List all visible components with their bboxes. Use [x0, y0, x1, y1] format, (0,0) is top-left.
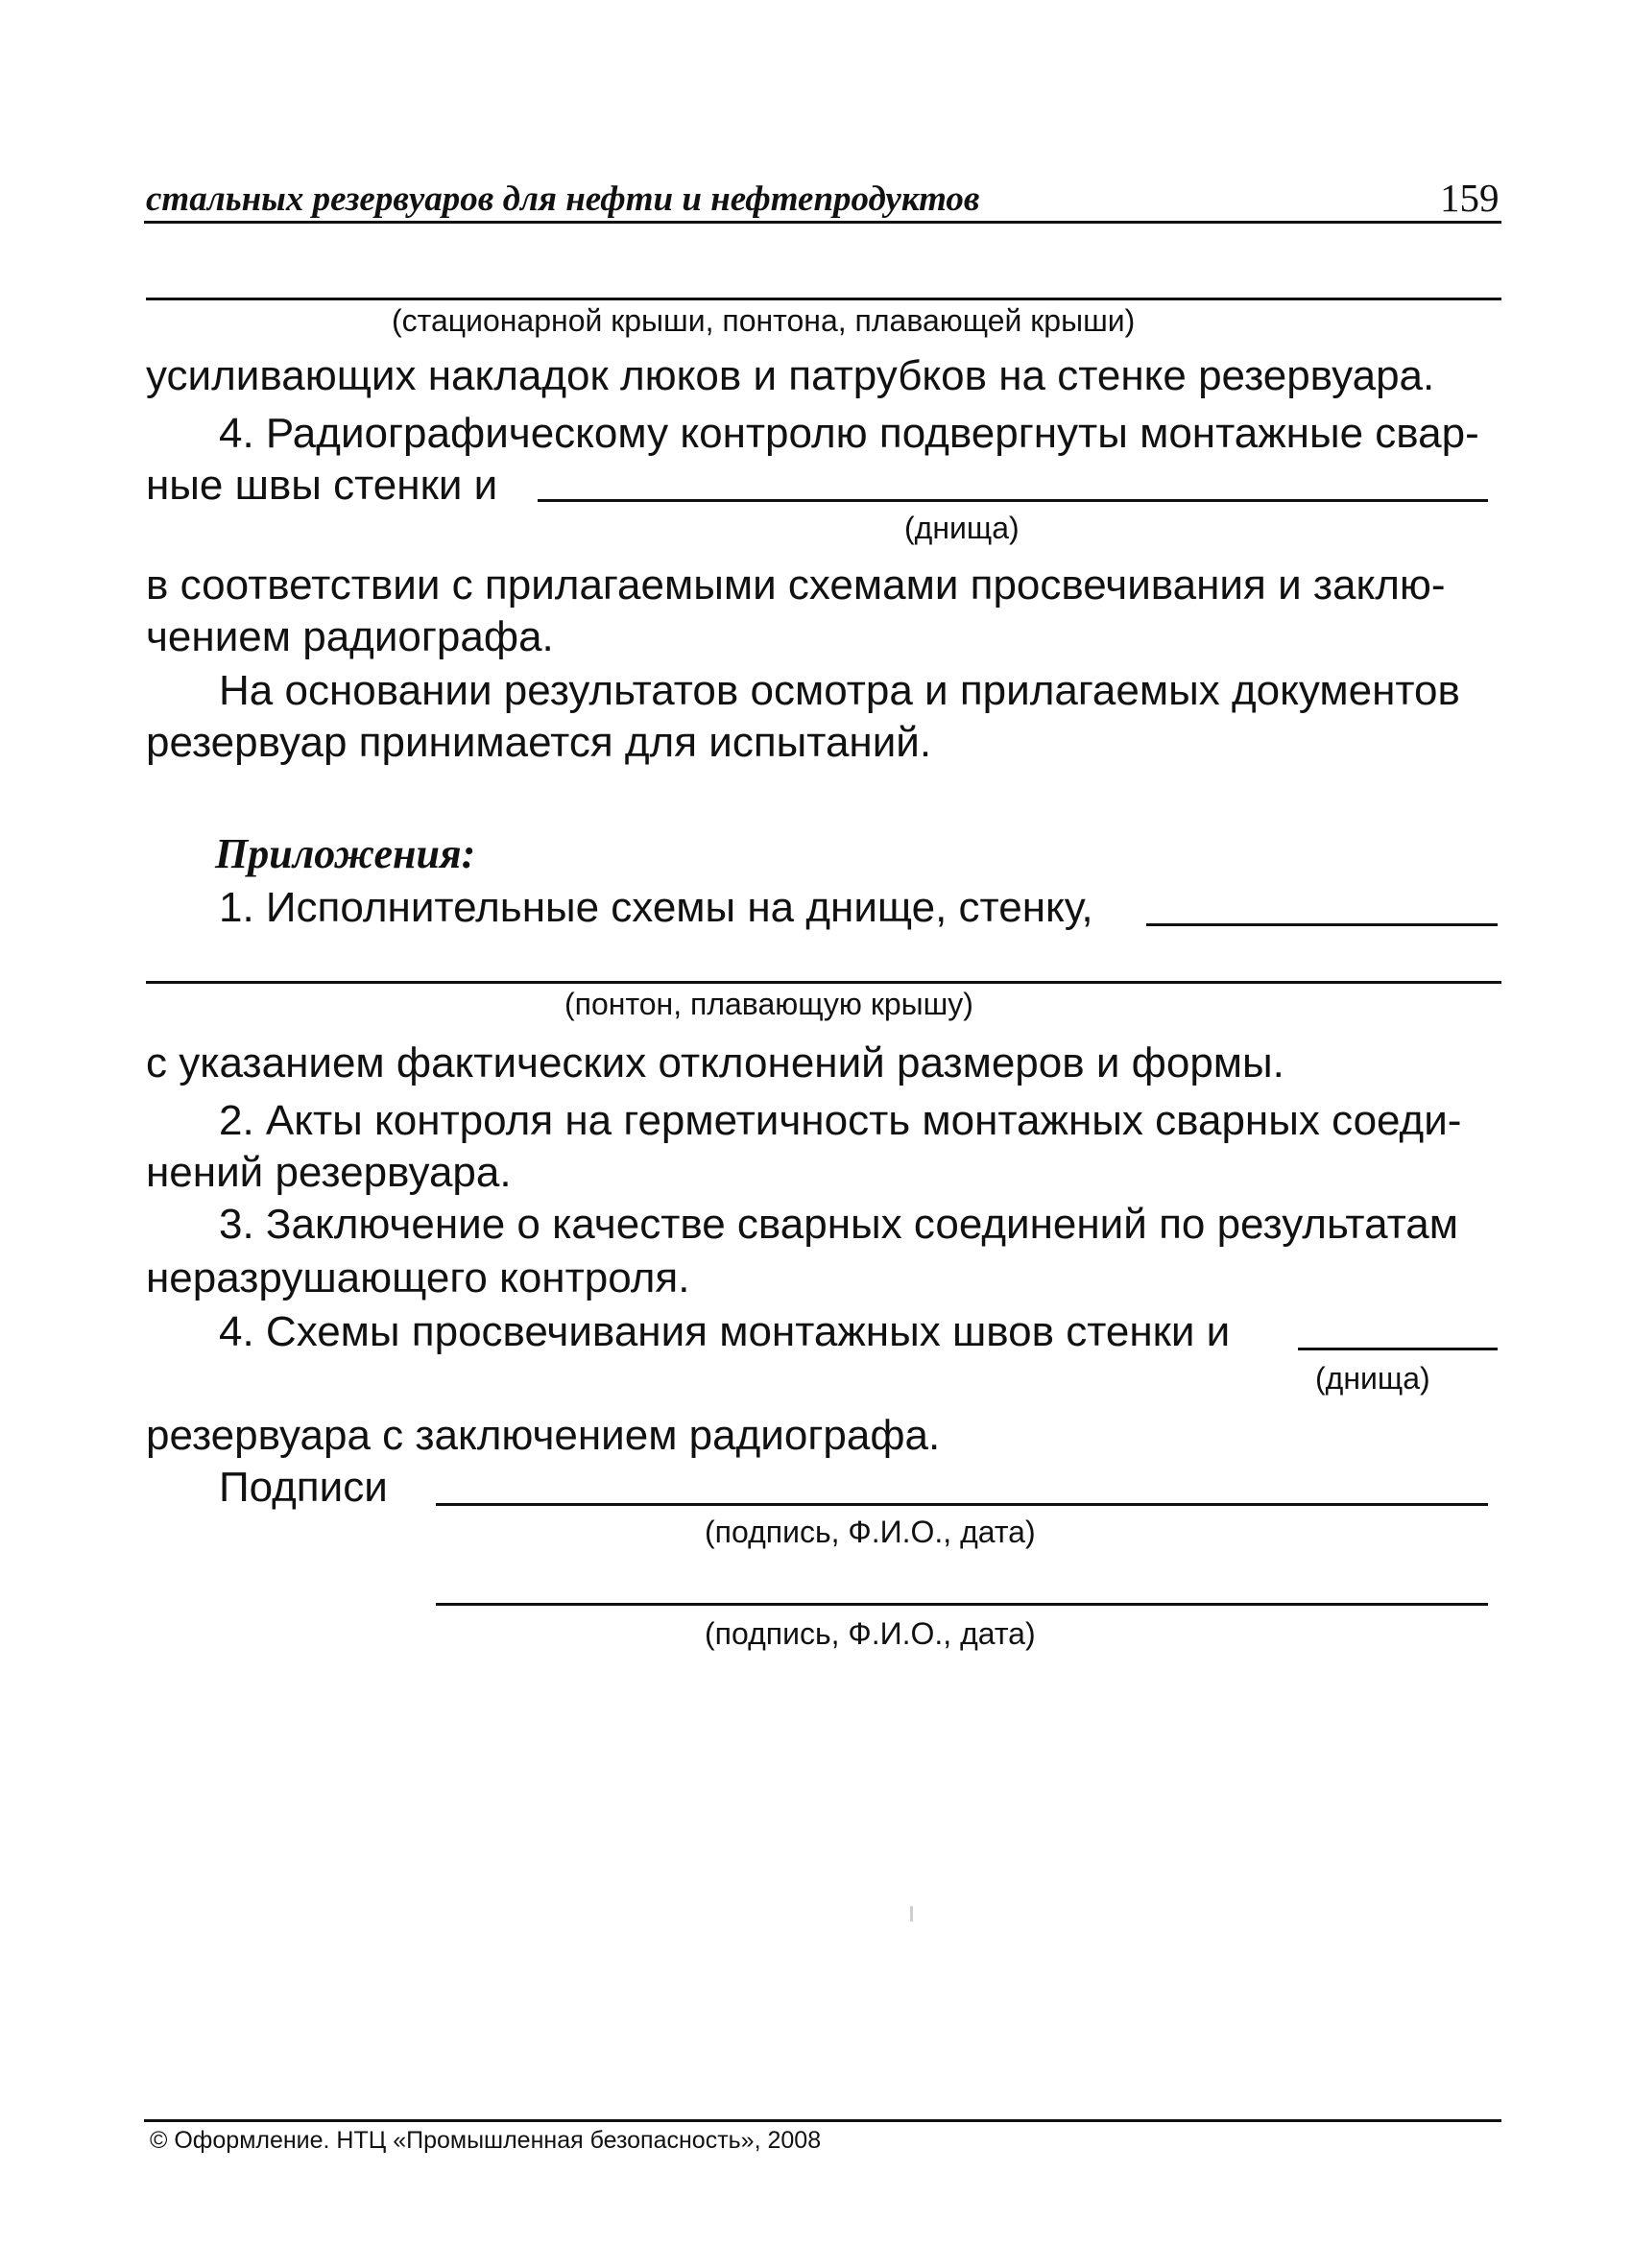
header-rule	[144, 221, 1501, 224]
footer-copyright: © Оформление. НТЦ «Промышленная безопасность», 2008	[150, 2127, 822, 2154]
appendix-item1-line1: 1. Исполнительные схемы на днище, стенку,	[219, 884, 1093, 931]
signature-line-1	[436, 1503, 1488, 1506]
signatures-label: Подписи	[219, 1464, 388, 1511]
caption-bottom-1: (днища)	[904, 511, 1020, 545]
running-header-title: стальных резервуаров для нефти и нефтепродуктов	[146, 179, 980, 219]
appendix-item1-blank-short	[1146, 923, 1498, 926]
roof-type-blank-line	[146, 298, 1501, 300]
appendix-item4-line1: 4. Схемы просвечивания монтажных швов стенки и	[219, 1308, 1231, 1355]
text-basis-line1: На основании результатов осмотра и прилагаемых документов	[219, 667, 1460, 714]
appendix-item1-blank-full	[146, 981, 1501, 984]
page-number: 159	[1440, 176, 1500, 220]
text-accordance-line1: в соответствии с прилагаемыми схемами просвечивания и заклю-	[146, 561, 1446, 609]
scan-speck	[910, 1906, 913, 1922]
signature-caption-1: (подпись, Ф.И.О., дата)	[705, 1515, 1036, 1549]
bottom-blank-line-1	[538, 499, 1488, 502]
text-accordance-line2: чением радиографа.	[146, 613, 554, 660]
appendix-item3-line1: 3. Заключение о качестве сварных соединений по результатам	[219, 1201, 1458, 1248]
bottom-blank-line-2	[1298, 1348, 1498, 1350]
appendices-heading: Приложения:	[215, 830, 476, 877]
text-radiographic-control-line1: 4. Радиографическому контролю подвергнуты монтажные свар-	[219, 410, 1479, 457]
appendix-item3-line2: неразрушающего контроля.	[146, 1254, 690, 1301]
caption-roof-type: (стационарной крыши, понтона, плавающей крыши)	[392, 303, 1136, 338]
appendix-item2-line1: 2. Акты контроля на герметичность монтажных сварных соеди-	[219, 1097, 1462, 1144]
caption-bottom-2: (днища)	[1315, 1361, 1430, 1396]
signature-line-2	[436, 1603, 1488, 1606]
text-reinforcing-pads: усиливающих накладок люков и патрубков на стенке резервуара.	[146, 352, 1435, 399]
text-basis-line2: резервуар принимается для испытаний.	[146, 719, 932, 766]
text-radiographic-control-line2: ные швы стенки и	[146, 462, 498, 509]
appendix-item4-line2: резервуара с заключением радиографа.	[146, 1412, 941, 1459]
caption-pontoon: (понтон, плавающую крышу)	[564, 987, 973, 1021]
appendix-item2-line2: нений резервуара.	[146, 1149, 512, 1196]
appendix-item1-line2: с указанием фактических отклонений размеров и формы.	[146, 1039, 1284, 1086]
signature-caption-2: (подпись, Ф.И.О., дата)	[705, 1616, 1036, 1651]
footer-rule	[144, 2119, 1501, 2122]
